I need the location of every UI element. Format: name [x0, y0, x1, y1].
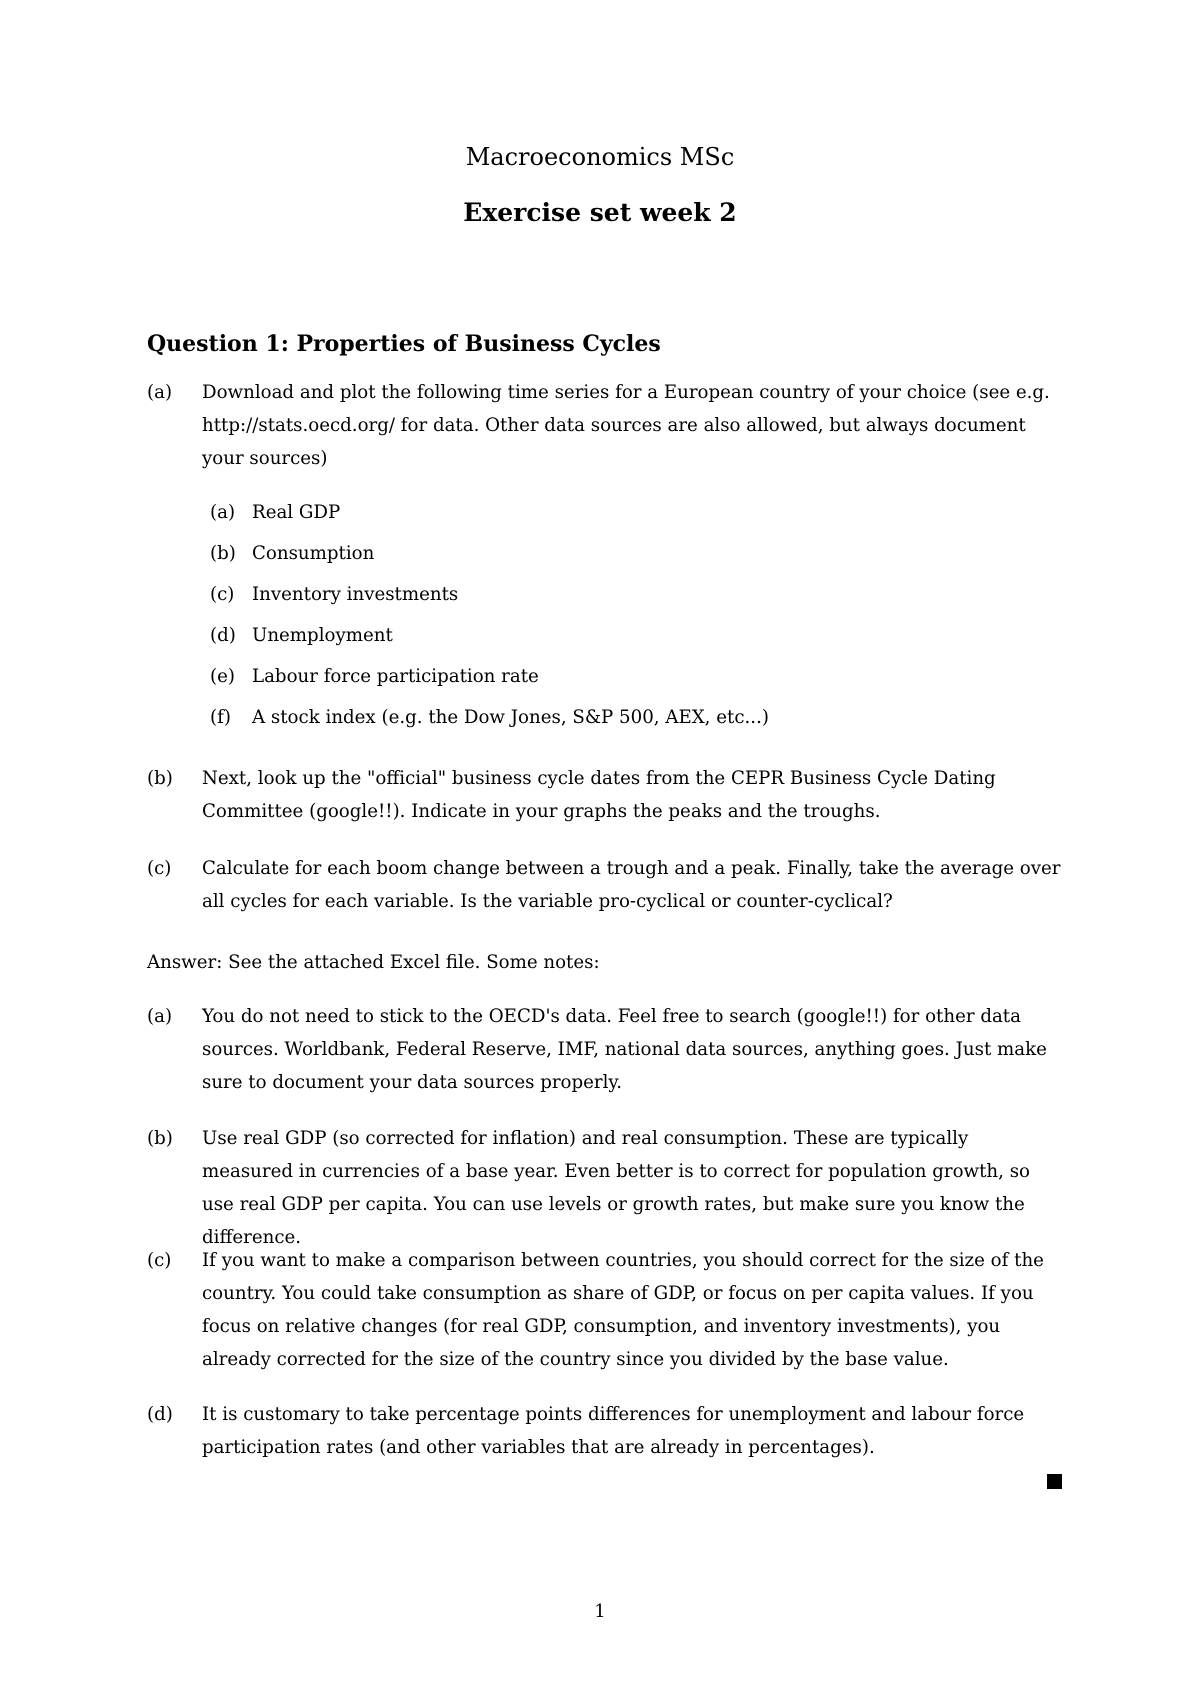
series-item — [210, 701, 910, 742]
part-text: Next, look up the "official" business cycle dates from the CEPR Business Cycle Dating Committee (google!!). Indicate in your graphs the peaks and the troughs. — [202, 768, 996, 822]
answer-note-b-list — [147, 1122, 1062, 1254]
series-item — [210, 537, 910, 578]
note-text: If you want to make a comparison between countries, you should correct for the size of the country. You could take consumption as share of GDP, or focus on per capita values. If you focus on relative changes (for real GDP, consumption, and inventory investments), you already corrected for the size of the country since you divided by the base value. — [202, 1250, 1044, 1370]
question-1-parts-c — [147, 852, 1062, 918]
end-of-proof-square-icon — [1047, 1474, 1062, 1489]
series-text: Labour force participation rate — [252, 666, 539, 687]
part-text: Download and plot the following time series for a European country of your choice (see e.g. http://stats.oecd.org/ for data. Other data sources are also allowed, but always document your sources) — [202, 382, 1050, 469]
series-item — [210, 660, 910, 701]
answer-note-c-list — [147, 1244, 1062, 1376]
series-label: (f) — [210, 707, 231, 728]
question-1-heading: Question 1: Properties of Business Cycles — [147, 331, 661, 357]
series-label: (a) — [210, 502, 236, 523]
note-label: (d) — [147, 1404, 173, 1425]
series-text: A stock index (e.g. the Dow Jones, S&P 500, AEX, etc...) — [252, 707, 769, 728]
series-text: Consumption — [252, 543, 375, 564]
course-title: Macroeconomics MSc — [465, 143, 735, 171]
note-text: You do not need to stick to the OECD's data. Feel free to search (google!!) for other data sources. Worldbank, Federal Reserve, IMF, national data sources, anything goes. Just make sure to document your data sources properly. — [202, 1006, 1047, 1093]
question-part — [147, 376, 1062, 475]
note-label: (a) — [147, 1006, 173, 1027]
series-label: (d) — [210, 625, 236, 646]
series-text: Inventory investments — [252, 584, 459, 605]
answer-note — [147, 1244, 1062, 1376]
series-item — [210, 496, 910, 537]
series-text: Real GDP — [252, 502, 341, 523]
question-part — [147, 762, 1062, 828]
question-part — [147, 852, 1062, 918]
series-item — [210, 619, 910, 660]
series-label: (e) — [210, 666, 235, 687]
part-label: (b) — [147, 768, 173, 789]
answer-note — [147, 1122, 1062, 1254]
series-list — [210, 496, 910, 742]
part-label: (a) — [147, 382, 173, 403]
note-label: (c) — [147, 1250, 172, 1271]
answer-heading: Answer: See the attached Excel file. Some notes: — [147, 952, 600, 973]
note-label: (b) — [147, 1128, 173, 1149]
page-number: 1 — [594, 1601, 606, 1622]
question-1-parts — [147, 376, 1062, 475]
note-text: It is customary to take percentage points differences for unemployment and labour force participation rates (and other variables that are already in percentages). — [202, 1404, 1025, 1458]
series-label: (c) — [210, 584, 235, 605]
answer-note-a-list — [147, 1000, 1062, 1099]
part-text: Calculate for each boom change between a trough and a peak. Finally, take the average over all cycles for each variable. Is the variable pro-cyclical or counter-cyclical? — [202, 858, 1061, 912]
part-label: (c) — [147, 858, 172, 879]
note-text: Use real GDP (so corrected for inflation) and real consumption. These are typically measured in currencies of a base year. Even better is to correct for population growth, so use real GDP per capita. You can use levels or growth rates, but make sure you know the difference. — [202, 1128, 1030, 1248]
answer-note — [147, 1398, 1062, 1464]
series-item — [210, 578, 910, 619]
series-label: (b) — [210, 543, 236, 564]
question-1-parts-b — [147, 762, 1062, 828]
series-text: Unemployment — [252, 625, 393, 646]
exercise-set-title: Exercise set week 2 — [463, 198, 737, 227]
answer-note-d-list — [147, 1398, 1062, 1464]
answer-note — [147, 1000, 1062, 1099]
